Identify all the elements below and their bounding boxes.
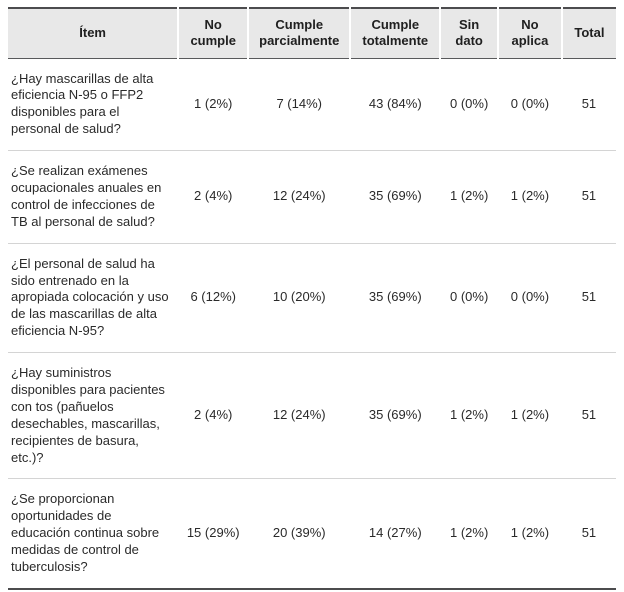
value-cell: 35 (69%)	[368, 289, 422, 305]
value-cell: 51	[581, 95, 597, 111]
header-row	[8, 8, 616, 58]
column-header: Cumple parcialmente	[248, 8, 350, 58]
item-cell: ¿Hay suministros disponibles para pacientes con tos (pañuelos desechables, mascarillas, recipientes de basura, etc.)?	[11, 365, 165, 465]
value-cell: 51	[581, 407, 597, 423]
item-cell: ¿Se realizan exámenes ocupacionales anuales en control de infecciones de TB al personal de salud?	[11, 163, 162, 229]
table-row	[8, 58, 616, 151]
value-cell: 0 (0%)	[510, 95, 550, 111]
column-header: Sin dato	[440, 8, 498, 58]
table-row	[8, 353, 616, 479]
value-cell: 15 (29%)	[186, 525, 240, 541]
value-cell: 12 (24%)	[272, 407, 326, 423]
value-cell: 51	[581, 188, 597, 204]
table-row	[8, 243, 616, 352]
value-cell: 35 (69%)	[368, 407, 422, 423]
value-cell: 51	[581, 525, 597, 541]
value-cell: 2 (4%)	[194, 188, 233, 204]
column-header: Total	[562, 8, 616, 58]
value-cell: 1 (2%)	[510, 188, 550, 204]
value-cell: 12 (24%)	[272, 188, 326, 204]
value-cell: 14 (27%)	[368, 525, 422, 541]
value-cell: 1 (2%)	[449, 188, 489, 204]
column-header: No cumple	[178, 8, 248, 58]
value-cell: 20 (39%)	[272, 525, 326, 541]
value-cell: 1 (2%)	[510, 525, 550, 541]
value-cell: 1 (2%)	[510, 407, 550, 423]
value-cell: 0 (0%)	[449, 95, 489, 111]
table-header	[8, 8, 616, 58]
table-body	[8, 58, 616, 589]
table-row	[8, 151, 616, 244]
value-cell: 6 (12%)	[190, 289, 236, 305]
value-cell: 2 (4%)	[194, 407, 233, 423]
column-header: No aplica	[498, 8, 562, 58]
value-cell: 7 (14%)	[276, 95, 322, 111]
value-cell: 43 (84%)	[368, 95, 422, 111]
value-cell: 1 (2%)	[449, 407, 489, 423]
item-cell: ¿Hay mascarillas de alta eficiencia N-95 o FFP2 disponibles para el personal de salud?	[11, 70, 154, 137]
value-cell: 51	[581, 289, 597, 305]
value-cell: 10 (20%)	[272, 289, 326, 305]
column-header: Ítem	[8, 8, 178, 58]
value-cell: 1 (2%)	[194, 95, 233, 111]
compliance-table	[8, 7, 616, 590]
value-cell: 35 (69%)	[368, 188, 422, 204]
column-header: Cumple totalmente	[350, 8, 440, 58]
table-row	[8, 479, 616, 589]
value-cell: 1 (2%)	[449, 525, 489, 541]
value-cell: 0 (0%)	[449, 289, 489, 305]
value-cell: 0 (0%)	[510, 289, 550, 305]
item-cell: ¿El personal de salud ha sido entrenado en la apropiada colocación y uso de las mascarillas de alta eficiencia N-95?	[11, 255, 169, 339]
item-cell: ¿Se proporcionan oportunidades de educación continua sobre medidas de control de tuberculosis?	[11, 491, 160, 574]
